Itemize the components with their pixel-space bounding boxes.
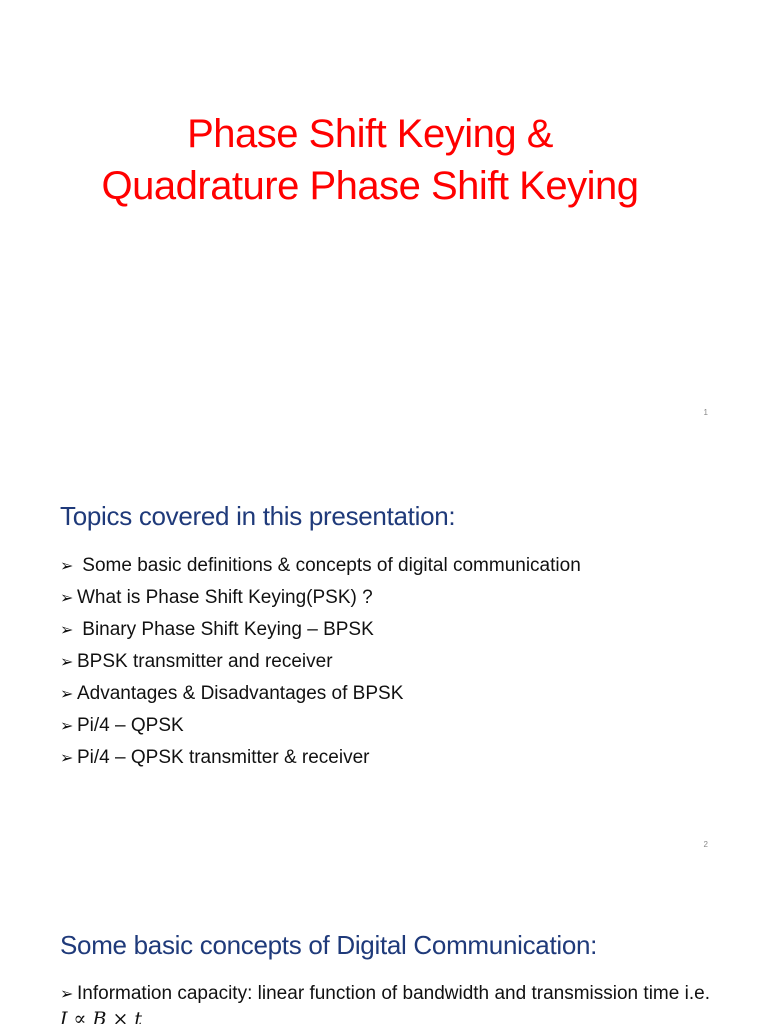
arrow-bullet-icon: ➢ [60,622,74,639]
topics-list [60,550,581,774]
formula: I ∝ B × t [60,1008,143,1024]
list-item [60,678,581,710]
list-item [60,614,581,646]
list-item-text: Pi/4 – QPSK [77,715,184,736]
list-item [60,646,581,678]
slide-1 [0,0,768,432]
arrow-bullet-icon: ➢ [60,686,74,703]
arrow-bullet-icon: ➢ [60,718,74,735]
slide-3 [0,864,768,1024]
paragraph-text: Information capacity: linear function of bandwidth and transmission time i.e. [77,983,710,1004]
title-line-1: Phase Shift Keying & [187,112,553,156]
list-item-text: What is Phase Shift Keying(PSK) ? [77,587,373,608]
arrow-bullet-icon: ➢ [60,750,74,767]
slide-title [0,108,740,212]
list-item [60,582,581,614]
slide-number: 2 [703,840,708,849]
list-item-text: Pi/4 – QPSK transmitter & receiver [77,747,370,768]
slide-heading: Some basic concepts of Digital Communication: [60,930,598,960]
list-item [60,710,581,742]
arrow-bullet-icon: ➢ [60,986,74,1003]
arrow-bullet-icon: ➢ [60,558,74,575]
list-item-text: BPSK transmitter and receiver [77,651,333,672]
slide-2 [0,432,768,864]
list-item-text: Binary Phase Shift Keying – BPSK [77,619,374,640]
slide-number: 1 [703,408,708,417]
paragraph-information-capacity [60,982,710,1024]
arrow-bullet-icon: ➢ [60,654,74,671]
list-item-text: Some basic definitions & concepts of digital communication [77,555,581,576]
slide-heading: Topics covered in this presentation: [60,501,456,531]
list-item [60,742,581,774]
title-line-2: Quadrature Phase Shift Keying [101,164,639,208]
list-item [60,550,581,582]
arrow-bullet-icon: ➢ [60,590,74,607]
list-item-text: Advantages & Disadvantages of BPSK [77,683,404,704]
